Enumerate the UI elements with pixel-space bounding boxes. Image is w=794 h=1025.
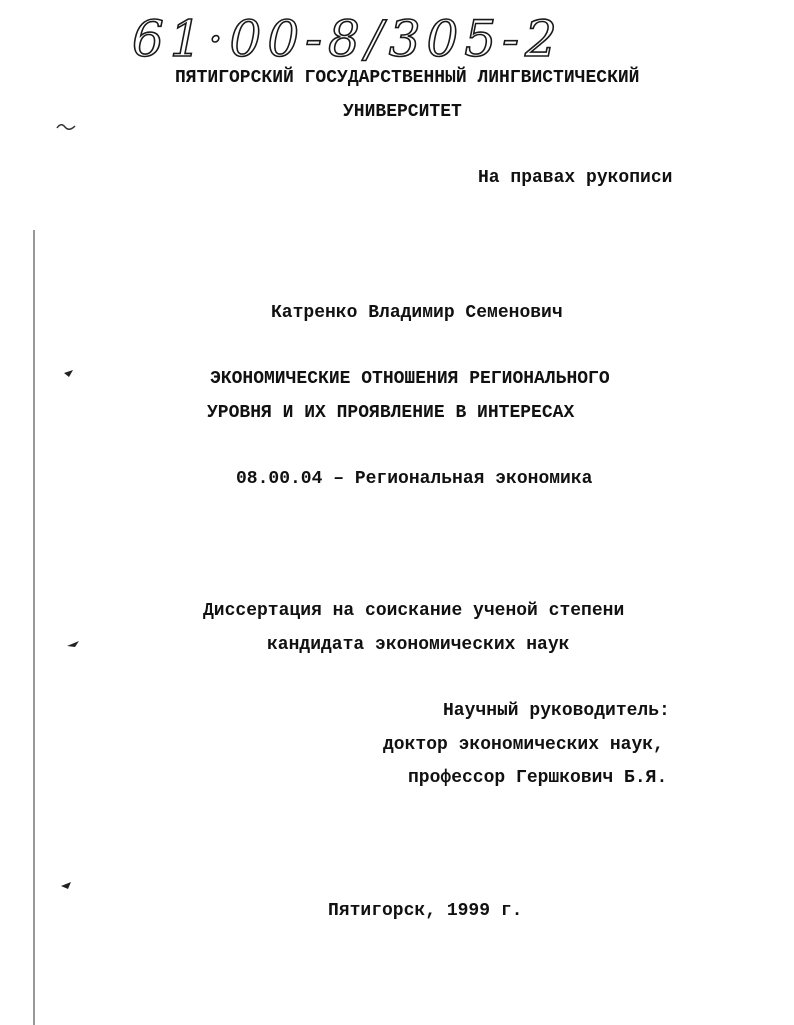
scan-speck: [55, 120, 77, 134]
place-and-year: Пятигорск, 1999 г.: [328, 901, 523, 921]
institution-line-1: ПЯТИГОРСКИЙ ГОСУДАРСТВЕННЫЙ ЛИНГВИСТИЧЕСКИЙ: [175, 68, 640, 88]
dissertation-title-line-1: ЭКОНОМИЧЕСКИЕ ОТНОШЕНИЯ РЕГИОНАЛЬНОГО: [210, 369, 610, 389]
specialty-code: 08.00.04 – Региональная экономика: [236, 469, 593, 489]
institution-line-2: УНИВЕРСИТЕТ: [343, 102, 462, 122]
supervisor-degree: доктор экономических наук,: [383, 735, 664, 755]
scan-speck: [66, 640, 80, 648]
author-name: Катренко Владимир Семенович: [271, 303, 563, 323]
manuscript-note: На правах рукописи: [478, 168, 673, 188]
supervisor-label: Научный руководитель:: [443, 701, 670, 721]
scan-speck: [63, 368, 75, 378]
svg-text:61·00-8/305-2: 61·00-8/305-2: [132, 10, 563, 68]
scan-margin-line: [33, 230, 35, 1025]
scan-speck: [60, 880, 72, 890]
handwritten-archive-code: [132, 6, 602, 70]
dissertation-title-line-2: УРОВНЯ И ИХ ПРОЯВЛЕНИЕ В ИНТЕРЕСАХ: [207, 403, 575, 423]
degree-line-2: кандидата экономических наук: [267, 635, 570, 655]
degree-line-1: Диссертация на соискание ученой степени: [203, 601, 625, 621]
supervisor-name: профессор Гершкович Б.Я.: [408, 768, 668, 788]
